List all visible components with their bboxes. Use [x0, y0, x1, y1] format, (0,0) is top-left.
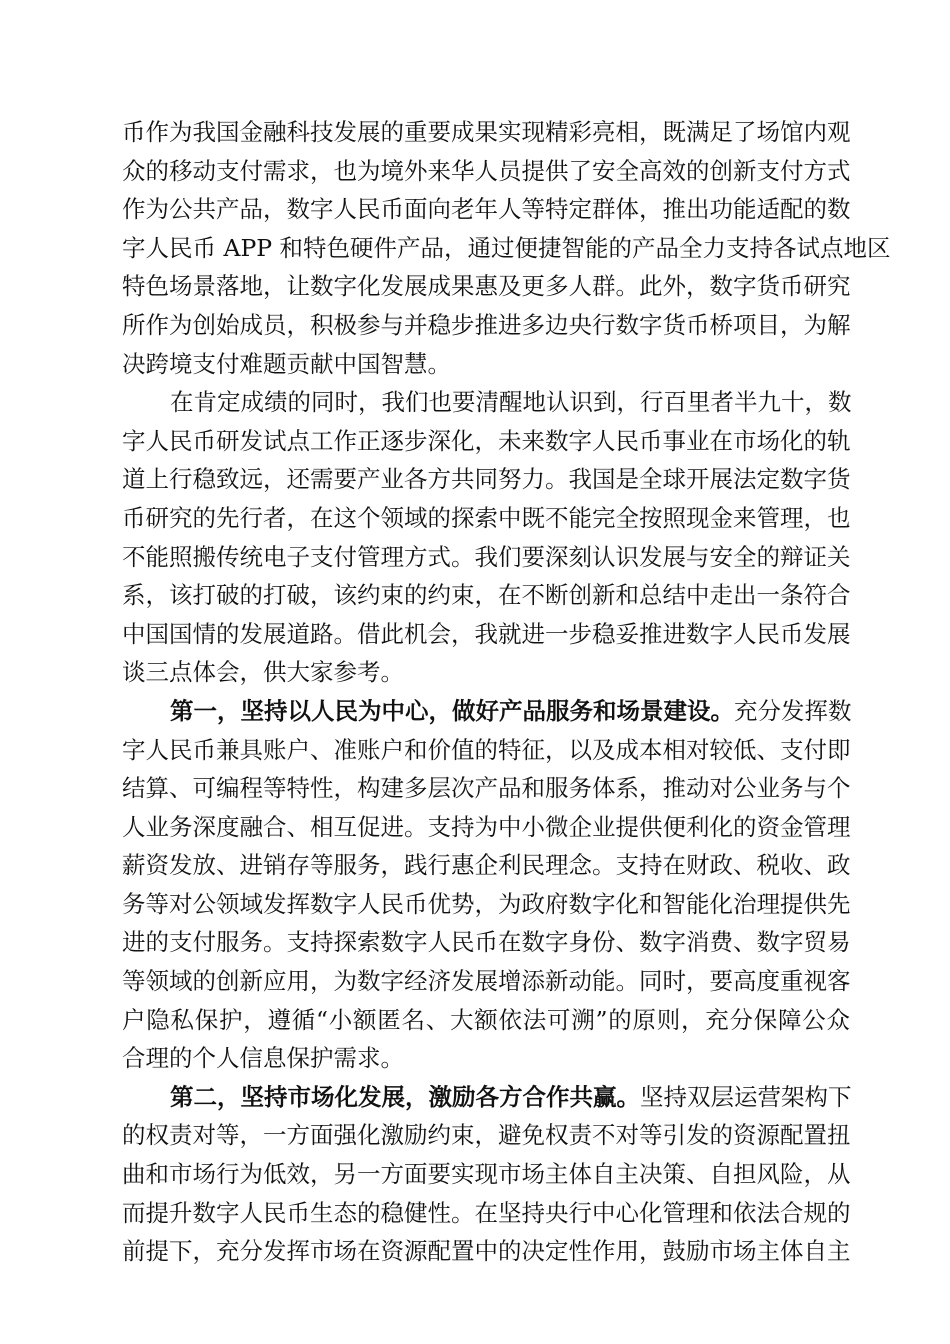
text-line: [122, 113, 850, 152]
line-text: 所作为创始成员，积极参与并稳步推进多边央行数字货币桥项目，为解: [122, 310, 851, 339]
line-text: 币研究的先行者，在这个领域的探索中既不能完全按照现金来管理，也: [122, 503, 851, 532]
text-line: [122, 538, 850, 577]
line-text: 道上行稳致远，还需要产业各方共同努力。我国是全球开展法定数字货: [122, 465, 851, 494]
text-line: [122, 846, 850, 885]
text-line: [122, 190, 850, 229]
line-text: 币作为我国金融科技发展的重要成果实现精彩亮相，既满足了场馆内观: [122, 118, 851, 146]
line-text: 特色场景落地，让数字化发展成果惠及更多人群。此外，数字货币研究: [122, 272, 851, 301]
line-text: 在肯定成绩的同时，我们也要清醒地认识到，行百里者半九十，数: [170, 388, 852, 417]
text-line: [122, 1155, 850, 1194]
text-line: [122, 692, 850, 731]
line-text: 字人民币 APP 和特色硬件产品，通过便捷智能的产品全力支持各试点地区: [122, 233, 891, 262]
text-line: [122, 808, 850, 847]
line-text: 的权责对等，一方面强化激励约束，避免权责不对等引发的资源配置扭: [122, 1121, 851, 1150]
text-line: [122, 345, 850, 384]
line-text: 合理的个人信息保护需求。: [122, 1044, 404, 1073]
text-line: [122, 615, 850, 654]
line-text: 人业务深度融合、相互促进。支持为中小微企业提供便利化的资金管理: [122, 812, 851, 841]
line-text: 作为公共产品，数字人民币面向老年人等特定群体，推出功能适配的数: [122, 195, 851, 224]
line-text: 系，该打破的打破，该约束的约束，在不断创新和总结中走出一条符合: [122, 581, 851, 610]
text-line: [122, 267, 850, 306]
text-line: [122, 152, 850, 191]
line-text: 进的支付服务。支持探索数字人民币在数字身份、数字消费、数字贸易: [122, 928, 851, 957]
section-heading: 第二，坚持市场化发展，激励各方合作共赢。: [170, 1082, 640, 1111]
line-text: 务等对公领域发挥数字人民币优势，为政府数字化和智能化治理提供先: [122, 889, 851, 918]
text-line: [122, 229, 891, 268]
text-line: [122, 885, 850, 924]
paragraph: [122, 383, 850, 692]
paragraph: [122, 1078, 850, 1271]
paragraph: [122, 692, 850, 1078]
line-text: 户隐私保护，遵循“小额匿名、大额依法可溯”的原则，充分保障公众: [122, 1005, 850, 1034]
text-line: [122, 962, 850, 1001]
line-text: 众的移动支付需求，也为境外来华人员提供了安全高效的创新支付方式: [122, 156, 851, 185]
document-body: [122, 113, 891, 1271]
line-text: 结算、可编程等特性，构建多层次产品和服务体系，推动对公业务与个: [122, 774, 851, 803]
line-text: 等领域的创新应用，为数字经济发展增添新动能。同时，要高度重视客: [122, 967, 851, 996]
line-text: 坚持双层运营架构下: [640, 1082, 852, 1111]
text-line: [122, 1078, 850, 1117]
line-text: 字人民币兼具账户、准账户和价值的特征，以及成本相对较低、支付即: [122, 735, 851, 764]
text-line: [122, 576, 850, 615]
text-line: [122, 653, 850, 692]
line-text: 字人民币研发试点工作正逐步深化，未来数字人民币事业在市场化的轨: [122, 426, 851, 455]
text-line: [122, 1194, 850, 1233]
line-text: 不能照搬传统电子支付管理方式。我们要深刻认识发展与安全的辩证关: [122, 542, 851, 571]
text-line: [122, 923, 850, 962]
line-text: 充分发挥数: [734, 696, 852, 725]
text-line: [122, 460, 850, 499]
line-text: 中国国情的发展道路。借此机会，我就进一步稳妥推进数字人民币发展: [122, 619, 851, 648]
text-line: [122, 769, 850, 808]
text-line: [122, 306, 850, 345]
paragraph: [122, 113, 891, 383]
line-text: 而提升数字人民币生态的稳健性。在坚持央行中心化管理和依法合规的: [122, 1198, 851, 1227]
text-line: [122, 1039, 850, 1078]
text-line: [122, 1116, 850, 1155]
text-line: [122, 1001, 850, 1040]
text-line: [122, 383, 850, 422]
text-line: [122, 1232, 850, 1271]
line-text: 谈三点体会，供大家参考。: [122, 658, 404, 687]
line-text: 曲和市场行为低效，另一方面要实现市场主体自主决策、自担风险，从: [122, 1160, 851, 1189]
text-line: [122, 499, 850, 538]
line-text: 薪资发放、进销存等服务，践行惠企利民理念。支持在财政、税收、政: [122, 851, 851, 880]
section-heading: 第一，坚持以人民为中心，做好产品服务和场景建设。: [170, 696, 734, 725]
line-text: 前提下，充分发挥市场在资源配置中的决定性作用，鼓励市场主体自主: [122, 1237, 851, 1266]
text-line: [122, 422, 850, 461]
line-text: 决跨境支付难题贡献中国智慧。: [122, 349, 451, 378]
text-line: [122, 731, 850, 770]
